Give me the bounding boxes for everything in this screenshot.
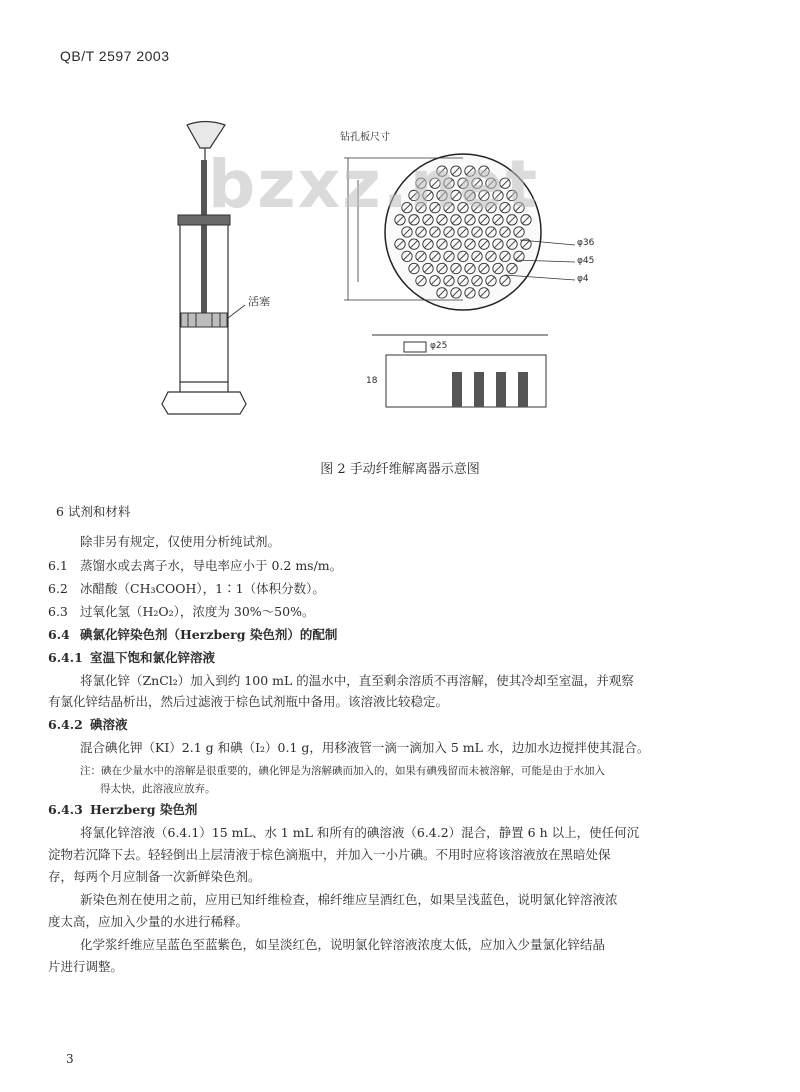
para-641-line1: 将氯化锌（ZnCl₂）加入到约 100 mL 的温水中，直至剩余溶质不再溶解，使其冷却至室温，并观察 [80,673,634,688]
item-number: 6.4 [48,627,70,642]
item-6-2 [48,580,325,598]
item-text: 过氧化氢（H₂O₂），浓度为 30%～50%。 [80,604,315,619]
note-line1: 注：碘在少量水中的溶解是很重要的，碘化钾是为溶解碘而加入的，如果有碘残留而未被溶解，可能是由于水加入 [80,765,605,777]
dim-label-3: φ4 [577,274,589,284]
para-642-line1: 混合碘化钾（KI）2.1 g 和碘（I₂）0.1 g，用移液管一滴一滴加入 5 mL 水，边加水边搅拌使其混合。 [80,740,650,755]
standard-code-header: QB/T 2597 2003 [60,48,170,64]
para-643c-line2: 片进行调整。 [48,959,124,974]
dim-label-1: φ36 [577,238,595,248]
para-643c-line1: 化学浆纤维应呈蓝色至蓝紫色，如呈淡红色，说明氯化锌溶液浓度太低，应加入少量氯化锌结晶 [80,937,606,952]
para-643-line3: 存，每两个月应制备一次新鲜染色剂。 [48,869,261,884]
figure-caption: 图 2 手动纤维解离器示意图 [320,462,480,477]
item-number: 6.1 [48,558,68,573]
item-text: 冰醋酸（CH₃COOH），1∶1（体积分数）。 [80,581,325,596]
item-number: 6.4.1 [48,650,83,665]
para-641-line2: 有氯化锌结晶析出，然后过滤液于棕色试剂瓶中备用。该溶液比较稳定。 [48,694,449,709]
item-6-4 [48,626,337,644]
figure-fiber-disintegrator [0,0,800,450]
heading-number: 6.4.2 [48,717,83,732]
plunger-rod [201,160,207,315]
dim-label-4: φ25 [430,341,448,351]
section-heading: 6 试剂和材料 [56,504,131,519]
item-text: 蒸馏水或去离子水，导电率应小于 0.2 ms/m。 [80,558,343,573]
watermark-text: bzxz.net [208,146,540,223]
heading-text: Herzberg 染色剂 [90,802,198,817]
item-6-1 [48,557,342,575]
section-intro: 除非另有规定，仅使用分析纯试剂。 [80,534,281,549]
item-text: 碘氯化锌染色剂（Herzberg 染色剂）的配制 [80,627,338,642]
item-6-3 [48,603,314,621]
cylinder-base [162,392,246,414]
heading-6-4-2 [48,716,128,734]
dim-label-5: 18 [366,376,378,386]
note-line2: 得太快，此溶液应放弃。 [100,783,216,795]
item-number: 6.2 [48,581,68,596]
heading-number: 6.4.3 [48,802,83,817]
dim-label-2: φ45 [577,256,595,266]
item-text: 室温下饱和氯化锌溶液 [90,650,216,665]
para-643-line1: 将氯化锌溶液（6.4.1）15 mL、水 1 mL 和所有的碘溶液（6.4.2）混合，静置 6 h 以上，使任何沉 [80,825,640,840]
item-6-4-1 [48,649,215,667]
page-number: 3 [66,1052,74,1066]
para-643b-line2: 度太高，应加入少量的水进行稀释。 [48,914,249,929]
item-number: 6.3 [48,604,68,619]
piston-label: 活塞 [248,295,270,308]
para-643-line2: 淀物若沉降下去。轻轻倒出上层清液于棕色滴瓶中，并加入一小片碘。不用时应将该溶液放在黑暗处保 [48,847,611,862]
heading-6-4-3 [48,801,197,819]
plate-title: 钻孔板尺寸 [340,132,390,143]
heading-text: 碘溶液 [90,717,128,732]
para-643b-line1: 新染色剂在使用之前，应用已知纤维检查，棉纤维应呈酒红色，如果呈浅蓝色，说明氯化锌溶液浓 [80,892,618,907]
